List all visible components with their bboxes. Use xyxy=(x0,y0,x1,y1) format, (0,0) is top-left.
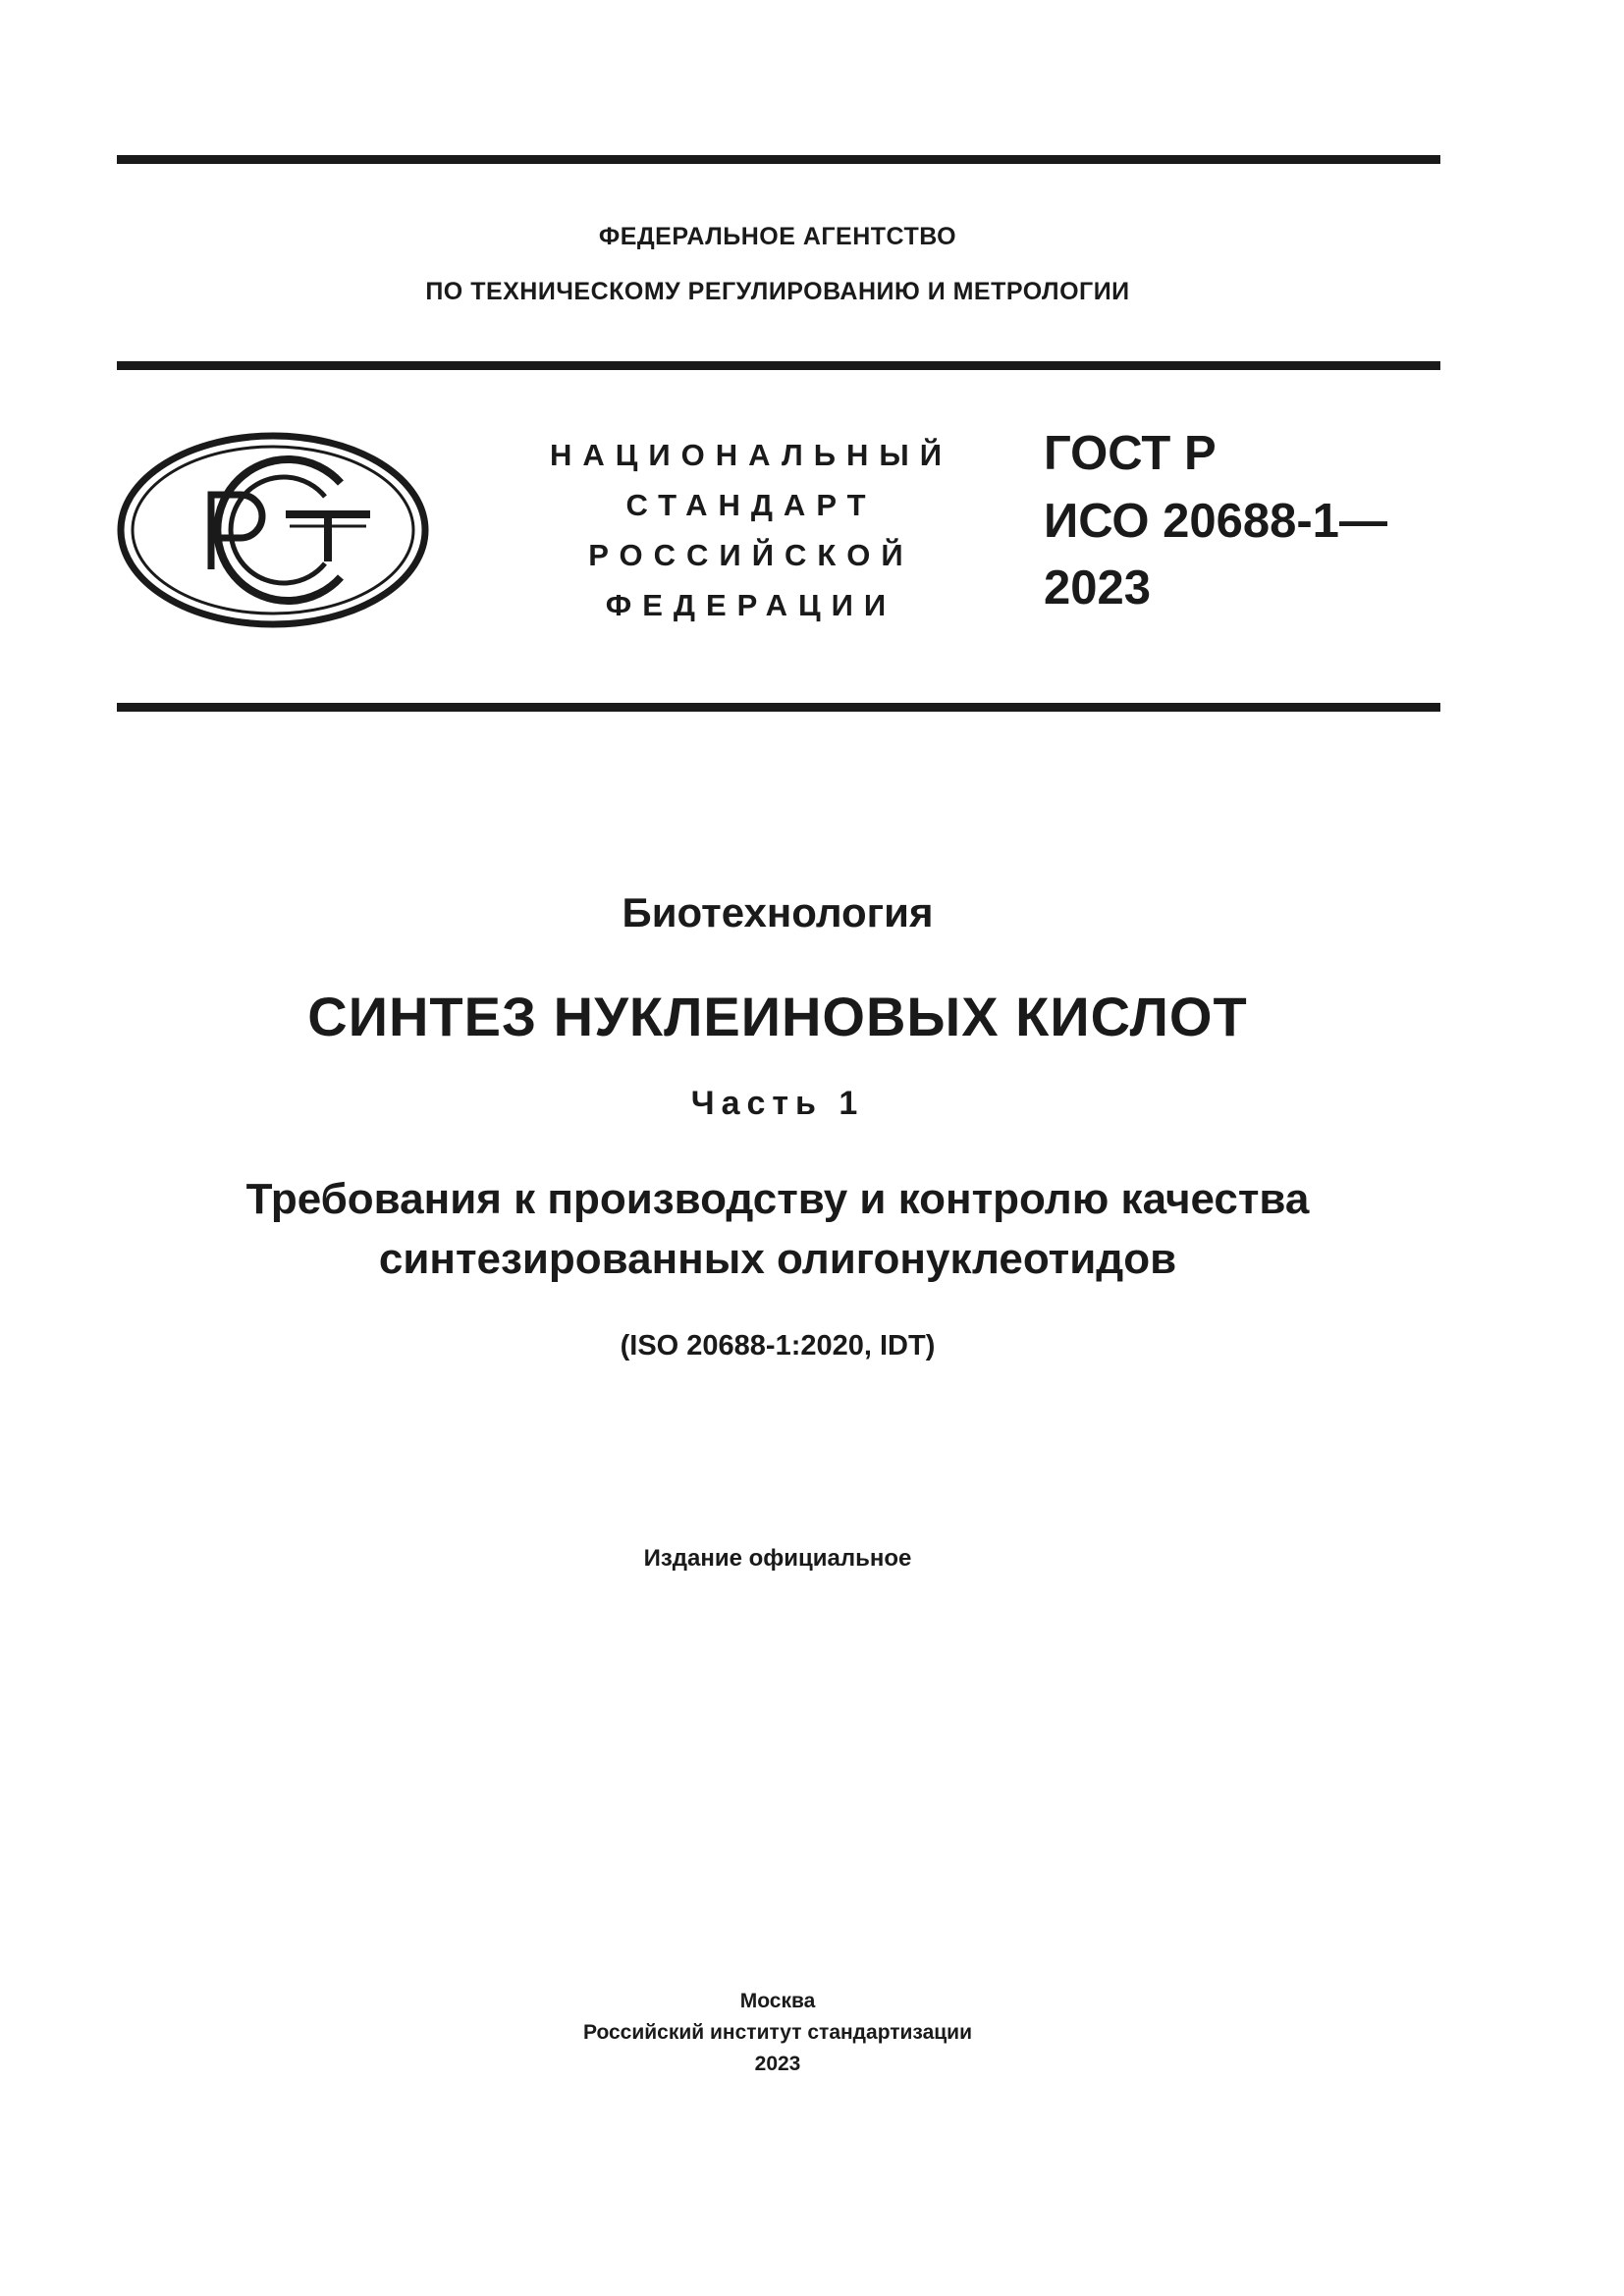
document-subtitle-line1: Требования к производству и контролю качества xyxy=(245,1175,1310,1223)
national-standard-line1: НАЦИОНАЛЬНЫЙ xyxy=(549,438,953,472)
publication-city: Москва xyxy=(739,1990,816,2012)
top-rule xyxy=(117,155,1440,164)
agency-name-line2: ПО ТЕХНИЧЕСКОМУ РЕГУЛИРОВАНИЮ И МЕТРОЛОГИИ xyxy=(425,278,1130,305)
national-standard-line2: СТАНДАРТ xyxy=(625,488,877,522)
document-subject: Биотехнология xyxy=(622,889,934,935)
edition-label: Издание официальное xyxy=(643,1545,912,1572)
national-standard-line4: ФЕДЕРАЦИИ xyxy=(605,588,897,622)
standard-designation-line1: ГОСТ Р xyxy=(1044,427,1217,480)
agency-name-line1: ФЕДЕРАЛЬНОЕ АГЕНТСТВО xyxy=(598,223,957,250)
iso-reference: (ISO 20688-1:2020, IDT) xyxy=(620,1330,936,1362)
national-standard-line3: РОССИЙСКОЙ xyxy=(588,538,914,572)
document-title: СИНТЕЗ НУКЛЕИНОВЫХ КИСЛОТ xyxy=(307,986,1248,1047)
publisher-name: Российский институт стандартизации xyxy=(582,2021,973,2044)
standard-designation-line3: 2023 xyxy=(1044,561,1152,614)
rst-certification-mark-icon xyxy=(117,432,429,633)
header-rule xyxy=(117,361,1440,370)
document-part: Часть 1 xyxy=(690,1085,865,1122)
document-subtitle-line2: синтезированных олигонуклеотидов xyxy=(378,1235,1177,1283)
standard-block-rule xyxy=(117,703,1440,712)
publication-year: 2023 xyxy=(754,2053,801,2075)
standard-designation-line2: ИСО 20688-1— xyxy=(1044,495,1387,548)
